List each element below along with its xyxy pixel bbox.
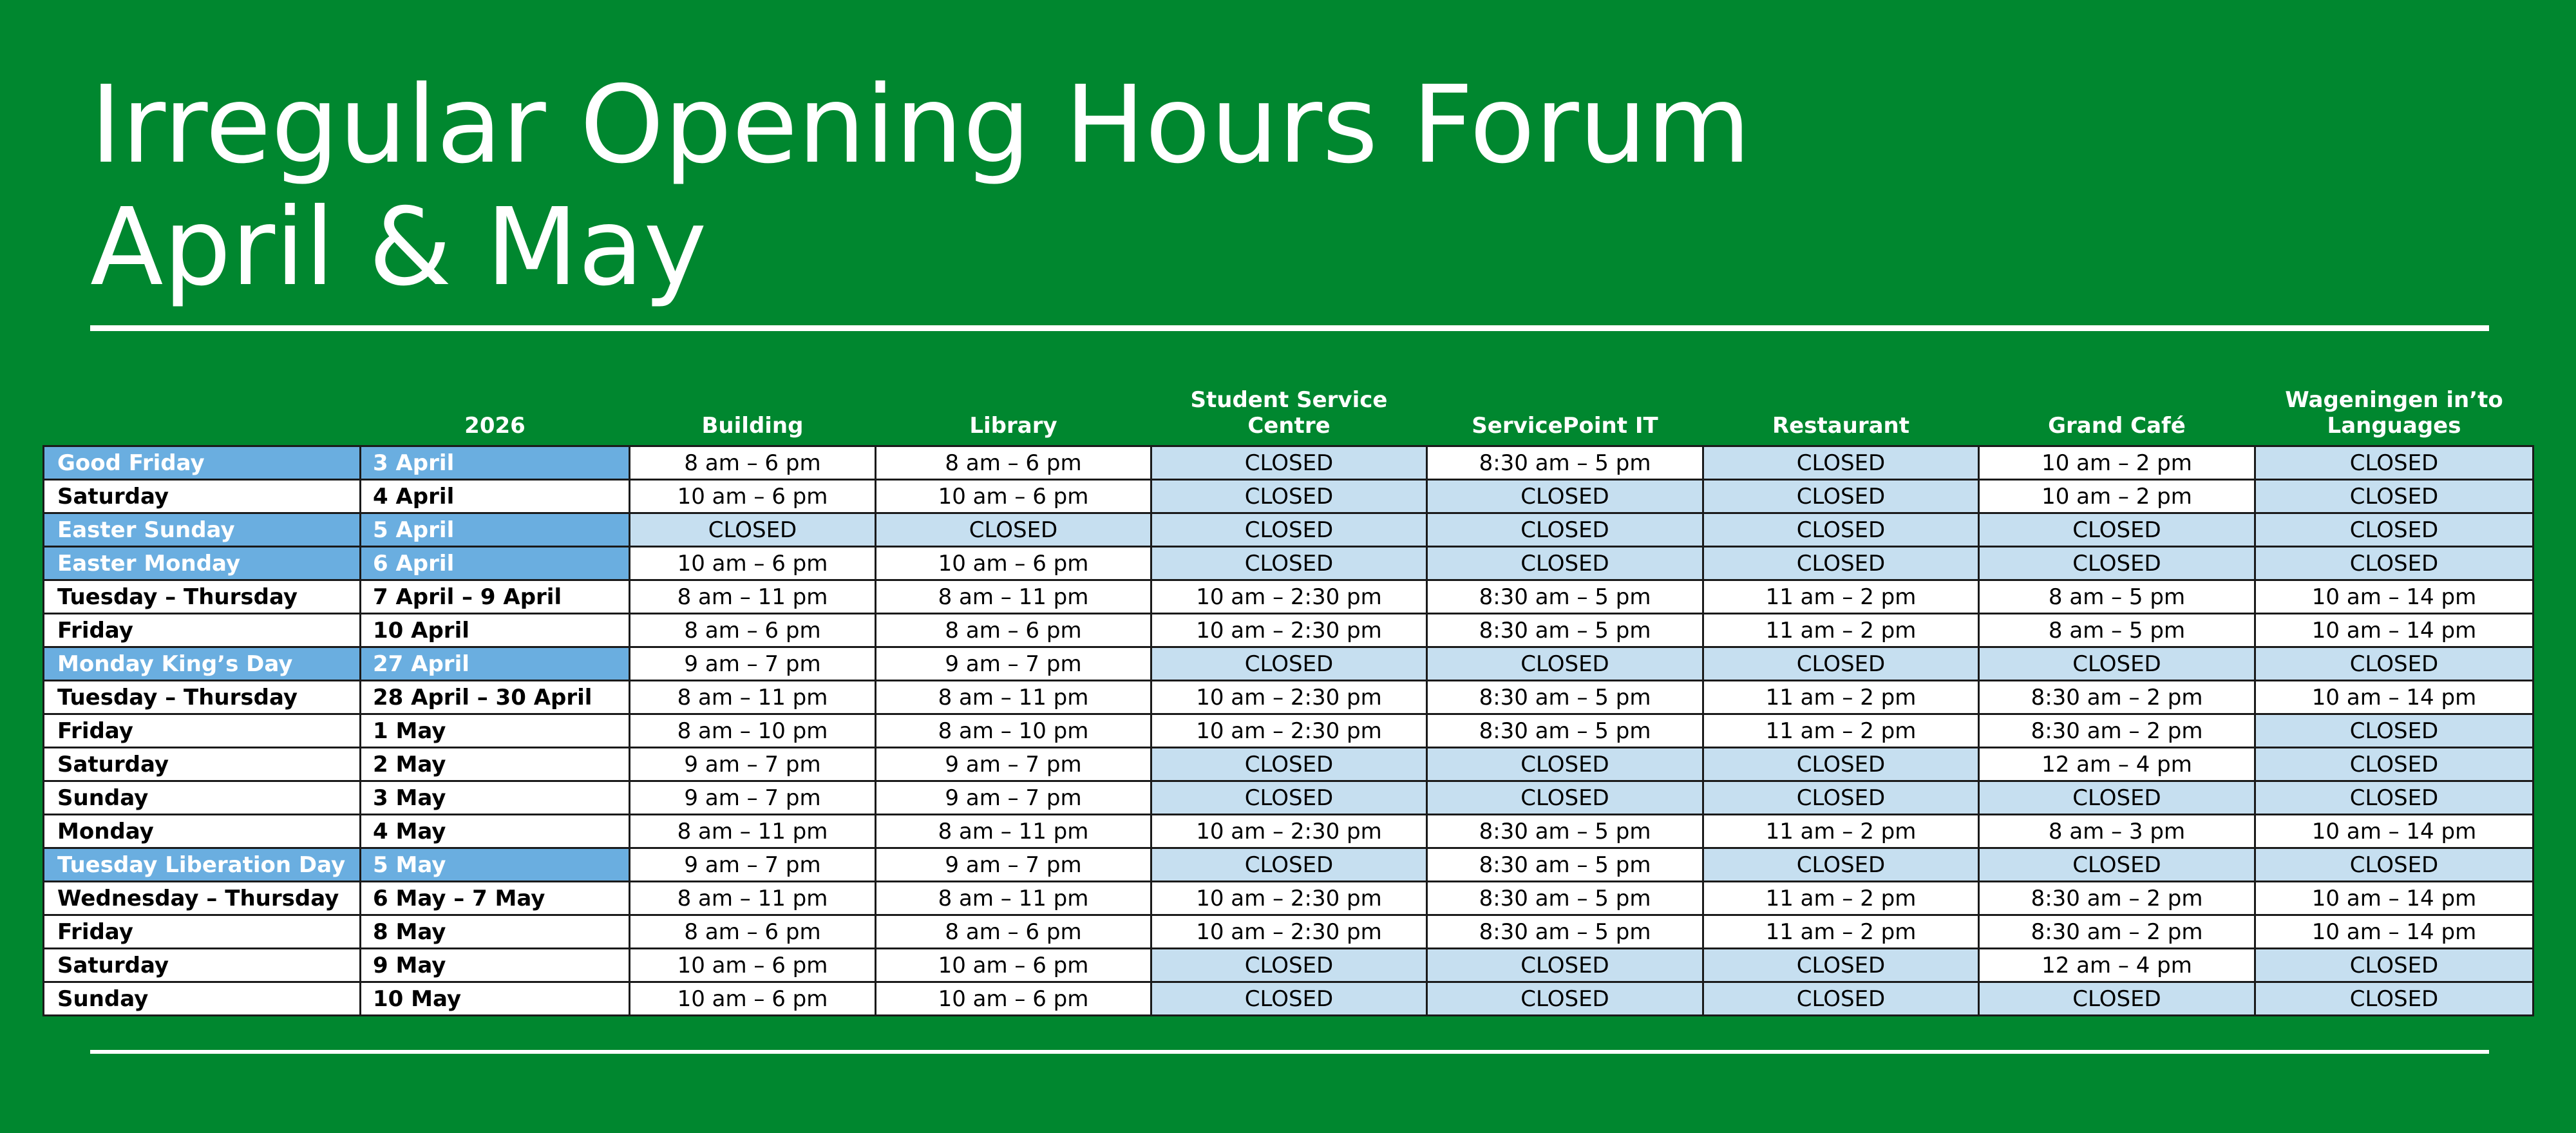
title-line-2: April & May [90, 186, 707, 310]
hours-cell-student-service-centre: CLOSED [1151, 982, 1427, 1016]
hours-cell-servicepoint-it: 8:30 am – 5 pm [1427, 681, 1703, 714]
hours-cell-library: 9 am – 7 pm [876, 748, 1151, 781]
table-row [44, 781, 2533, 815]
hours-cell-library: 8 am – 10 pm [876, 714, 1151, 748]
hours-cell-student-service-centre: 10 am – 2:30 pm [1151, 580, 1427, 614]
hours-cell-wageningen-into-languages: CLOSED [2255, 547, 2533, 580]
hours-cell-grand-cafe: 10 am – 2 pm [1979, 446, 2255, 480]
header-day [44, 376, 361, 446]
hours-cell-student-service-centre: 10 am – 2:30 pm [1151, 915, 1427, 949]
date-cell: 10 April [361, 614, 630, 647]
day-cell: Monday King’s Day [44, 647, 361, 681]
table-header-row [44, 376, 2533, 446]
hours-cell-building: 9 am – 7 pm [630, 647, 876, 681]
hours-cell-library: 10 am – 6 pm [876, 547, 1151, 580]
hours-cell-library: 9 am – 7 pm [876, 781, 1151, 815]
title-line-1: Irregular Opening Hours Forum [90, 63, 1751, 187]
date-cell: 6 May – 7 May [361, 882, 630, 915]
hours-cell-student-service-centre: 10 am – 2:30 pm [1151, 681, 1427, 714]
hours-cell-restaurant: CLOSED [1703, 848, 1979, 882]
day-cell: Tuesday – Thursday [44, 580, 361, 614]
hours-cell-servicepoint-it: 8:30 am – 5 pm [1427, 614, 1703, 647]
date-cell: 4 April [361, 480, 630, 513]
bottom-divider [90, 1050, 2489, 1054]
hours-cell-restaurant: 11 am – 2 pm [1703, 614, 1979, 647]
table-row [44, 681, 2533, 714]
hours-cell-wageningen-into-languages: CLOSED [2255, 647, 2533, 681]
hours-cell-servicepoint-it: CLOSED [1427, 647, 1703, 681]
page-title [90, 64, 1751, 309]
hours-cell-servicepoint-it: 8:30 am – 5 pm [1427, 580, 1703, 614]
day-cell: Easter Sunday [44, 513, 361, 547]
hours-cell-library: 8 am – 6 pm [876, 915, 1151, 949]
table-row [44, 580, 2533, 614]
hours-cell-student-service-centre: CLOSED [1151, 513, 1427, 547]
hours-cell-building: CLOSED [630, 513, 876, 547]
hours-cell-grand-cafe: 12 am – 4 pm [1979, 949, 2255, 982]
day-cell: Friday [44, 915, 361, 949]
hours-cell-building: 9 am – 7 pm [630, 848, 876, 882]
hours-cell-grand-cafe: 10 am – 2 pm [1979, 480, 2255, 513]
day-cell: Tuesday – Thursday [44, 681, 361, 714]
table-row [44, 446, 2533, 480]
hours-cell-wageningen-into-languages: 10 am – 14 pm [2255, 614, 2533, 647]
hours-cell-grand-cafe: 8 am – 5 pm [1979, 614, 2255, 647]
date-cell: 5 April [361, 513, 630, 547]
hours-cell-building: 10 am – 6 pm [630, 949, 876, 982]
hours-cell-library: 9 am – 7 pm [876, 848, 1151, 882]
hours-cell-restaurant: 11 am – 2 pm [1703, 714, 1979, 748]
hours-cell-library: 8 am – 11 pm [876, 882, 1151, 915]
date-cell: 28 April – 30 April [361, 681, 630, 714]
date-cell: 27 April [361, 647, 630, 681]
hours-cell-wageningen-into-languages: CLOSED [2255, 748, 2533, 781]
table-body [44, 446, 2533, 1016]
hours-cell-servicepoint-it: 8:30 am – 5 pm [1427, 446, 1703, 480]
table-row [44, 949, 2533, 982]
header-restaurant: Restaurant [1772, 413, 1910, 439]
hours-cell-student-service-centre: 10 am – 2:30 pm [1151, 614, 1427, 647]
hours-cell-student-service-centre: 10 am – 2:30 pm [1151, 815, 1427, 848]
hours-cell-wageningen-into-languages: 10 am – 14 pm [2255, 681, 2533, 714]
hours-cell-library: 10 am – 6 pm [876, 982, 1151, 1016]
hours-cell-building: 8 am – 11 pm [630, 681, 876, 714]
header-student-service-centre: Student Service Centre [1190, 387, 1388, 439]
date-cell: 9 May [361, 949, 630, 982]
hours-cell-library: CLOSED [876, 513, 1151, 547]
hours-cell-wageningen-into-languages: CLOSED [2255, 781, 2533, 815]
hours-cell-restaurant: CLOSED [1703, 647, 1979, 681]
hours-cell-wageningen-into-languages: CLOSED [2255, 982, 2533, 1016]
hours-cell-restaurant: CLOSED [1703, 982, 1979, 1016]
hours-cell-restaurant: 11 am – 2 pm [1703, 815, 1979, 848]
hours-cell-library: 8 am – 11 pm [876, 815, 1151, 848]
hours-cell-building: 8 am – 11 pm [630, 882, 876, 915]
hours-cell-student-service-centre: CLOSED [1151, 446, 1427, 480]
date-cell: 3 April [361, 446, 630, 480]
table-row [44, 513, 2533, 547]
hours-cell-grand-cafe: 8 am – 3 pm [1979, 815, 2255, 848]
hours-cell-grand-cafe: 8:30 am – 2 pm [1979, 681, 2255, 714]
hours-cell-grand-cafe: CLOSED [1979, 647, 2255, 681]
day-cell: Saturday [44, 748, 361, 781]
hours-cell-servicepoint-it: CLOSED [1427, 480, 1703, 513]
hours-cell-wageningen-into-languages: 10 am – 14 pm [2255, 915, 2533, 949]
date-cell: 6 April [361, 547, 630, 580]
day-cell: Wednesday – Thursday [44, 882, 361, 915]
hours-cell-grand-cafe: 8 am – 5 pm [1979, 580, 2255, 614]
table-row [44, 714, 2533, 748]
header-library: Library [969, 413, 1057, 439]
hours-cell-restaurant: CLOSED [1703, 781, 1979, 815]
hours-cell-grand-cafe: 8:30 am – 2 pm [1979, 915, 2255, 949]
hours-cell-student-service-centre: CLOSED [1151, 781, 1427, 815]
hours-cell-restaurant: 11 am – 2 pm [1703, 915, 1979, 949]
hours-cell-building: 8 am – 10 pm [630, 714, 876, 748]
hours-cell-grand-cafe: 8:30 am – 2 pm [1979, 714, 2255, 748]
date-cell: 4 May [361, 815, 630, 848]
day-cell: Friday [44, 614, 361, 647]
hours-cell-library: 10 am – 6 pm [876, 949, 1151, 982]
header-wageningen-into-languages: Wageningen in’to Languages [2285, 387, 2503, 439]
hours-cell-building: 9 am – 7 pm [630, 748, 876, 781]
header-year: 2026 [464, 413, 526, 439]
hours-cell-restaurant: CLOSED [1703, 513, 1979, 547]
day-cell: Friday [44, 714, 361, 748]
hours-cell-restaurant: CLOSED [1703, 547, 1979, 580]
day-cell: Good Friday [44, 446, 361, 480]
hours-cell-servicepoint-it: CLOSED [1427, 949, 1703, 982]
table-row [44, 815, 2533, 848]
hours-cell-wageningen-into-languages: CLOSED [2255, 513, 2533, 547]
hours-cell-grand-cafe: CLOSED [1979, 848, 2255, 882]
day-cell: Saturday [44, 949, 361, 982]
hours-cell-student-service-centre: CLOSED [1151, 848, 1427, 882]
header-building: Building [701, 413, 804, 439]
hours-cell-servicepoint-it: CLOSED [1427, 547, 1703, 580]
hours-cell-wageningen-into-languages: CLOSED [2255, 714, 2533, 748]
hours-cell-wageningen-into-languages: CLOSED [2255, 848, 2533, 882]
hours-cell-building: 8 am – 11 pm [630, 580, 876, 614]
date-cell: 5 May [361, 848, 630, 882]
table-row [44, 614, 2533, 647]
hours-cell-wageningen-into-languages: 10 am – 14 pm [2255, 815, 2533, 848]
date-cell: 1 May [361, 714, 630, 748]
hours-cell-student-service-centre: 10 am – 2:30 pm [1151, 882, 1427, 915]
hours-cell-building: 8 am – 6 pm [630, 446, 876, 480]
hours-cell-restaurant: CLOSED [1703, 949, 1979, 982]
hours-cell-restaurant: 11 am – 2 pm [1703, 580, 1979, 614]
hours-cell-servicepoint-it: 8:30 am – 5 pm [1427, 882, 1703, 915]
hours-cell-building: 8 am – 6 pm [630, 915, 876, 949]
hours-cell-building: 10 am – 6 pm [630, 547, 876, 580]
date-cell: 7 April – 9 April [361, 580, 630, 614]
hours-cell-library: 8 am – 11 pm [876, 580, 1151, 614]
hours-cell-building: 8 am – 11 pm [630, 815, 876, 848]
hours-cell-wageningen-into-languages: 10 am – 14 pm [2255, 882, 2533, 915]
hours-cell-student-service-centre: CLOSED [1151, 647, 1427, 681]
hours-cell-restaurant: CLOSED [1703, 480, 1979, 513]
date-cell: 2 May [361, 748, 630, 781]
hours-cell-building: 8 am – 6 pm [630, 614, 876, 647]
hours-cell-student-service-centre: CLOSED [1151, 480, 1427, 513]
hours-cell-wageningen-into-languages: CLOSED [2255, 949, 2533, 982]
hours-cell-grand-cafe: CLOSED [1979, 982, 2255, 1016]
hours-cell-servicepoint-it: 8:30 am – 5 pm [1427, 915, 1703, 949]
table-row [44, 848, 2533, 882]
table-row [44, 647, 2533, 681]
date-cell: 10 May [361, 982, 630, 1016]
hours-cell-building: 10 am – 6 pm [630, 982, 876, 1016]
hours-cell-student-service-centre: CLOSED [1151, 547, 1427, 580]
hours-cell-building: 10 am – 6 pm [630, 480, 876, 513]
table-row [44, 748, 2533, 781]
date-cell: 3 May [361, 781, 630, 815]
table-row [44, 480, 2533, 513]
header-grand-cafe: Grand Café [2048, 413, 2186, 439]
table-row [44, 915, 2533, 949]
opening-hours-table [43, 376, 2534, 1016]
hours-cell-grand-cafe: CLOSED [1979, 513, 2255, 547]
title-divider [90, 325, 2489, 331]
hours-cell-library: 8 am – 11 pm [876, 681, 1151, 714]
hours-cell-grand-cafe: 12 am – 4 pm [1979, 748, 2255, 781]
hours-cell-servicepoint-it: 8:30 am – 5 pm [1427, 815, 1703, 848]
day-cell: Easter Monday [44, 547, 361, 580]
hours-cell-student-service-centre: 10 am – 2:30 pm [1151, 714, 1427, 748]
hours-cell-student-service-centre: CLOSED [1151, 748, 1427, 781]
day-cell: Saturday [44, 480, 361, 513]
day-cell: Sunday [44, 781, 361, 815]
hours-cell-restaurant: 11 am – 2 pm [1703, 882, 1979, 915]
hours-cell-restaurant: 11 am – 2 pm [1703, 681, 1979, 714]
hours-cell-servicepoint-it: 8:30 am – 5 pm [1427, 714, 1703, 748]
table-row [44, 982, 2533, 1016]
hours-cell-grand-cafe: CLOSED [1979, 781, 2255, 815]
hours-cell-servicepoint-it: CLOSED [1427, 982, 1703, 1016]
hours-cell-servicepoint-it: CLOSED [1427, 513, 1703, 547]
hours-cell-building: 9 am – 7 pm [630, 781, 876, 815]
hours-cell-library: 8 am – 6 pm [876, 446, 1151, 480]
hours-cell-grand-cafe: 8:30 am – 2 pm [1979, 882, 2255, 915]
hours-cell-library: 10 am – 6 pm [876, 480, 1151, 513]
hours-cell-wageningen-into-languages: 10 am – 14 pm [2255, 580, 2533, 614]
hours-cell-wageningen-into-languages: CLOSED [2255, 446, 2533, 480]
day-cell: Tuesday Liberation Day [44, 848, 361, 882]
header-servicepoint-it: ServicePoint IT [1472, 413, 1658, 439]
hours-cell-grand-cafe: CLOSED [1979, 547, 2255, 580]
date-cell: 8 May [361, 915, 630, 949]
hours-cell-library: 9 am – 7 pm [876, 647, 1151, 681]
hours-cell-servicepoint-it: CLOSED [1427, 748, 1703, 781]
day-cell: Sunday [44, 982, 361, 1016]
hours-cell-restaurant: CLOSED [1703, 446, 1979, 480]
hours-cell-servicepoint-it: 8:30 am – 5 pm [1427, 848, 1703, 882]
table-row [44, 547, 2533, 580]
day-cell: Monday [44, 815, 361, 848]
table-row [44, 882, 2533, 915]
hours-cell-library: 8 am – 6 pm [876, 614, 1151, 647]
hours-cell-servicepoint-it: CLOSED [1427, 781, 1703, 815]
hours-cell-wageningen-into-languages: CLOSED [2255, 480, 2533, 513]
hours-cell-student-service-centre: CLOSED [1151, 949, 1427, 982]
hours-cell-restaurant: CLOSED [1703, 748, 1979, 781]
